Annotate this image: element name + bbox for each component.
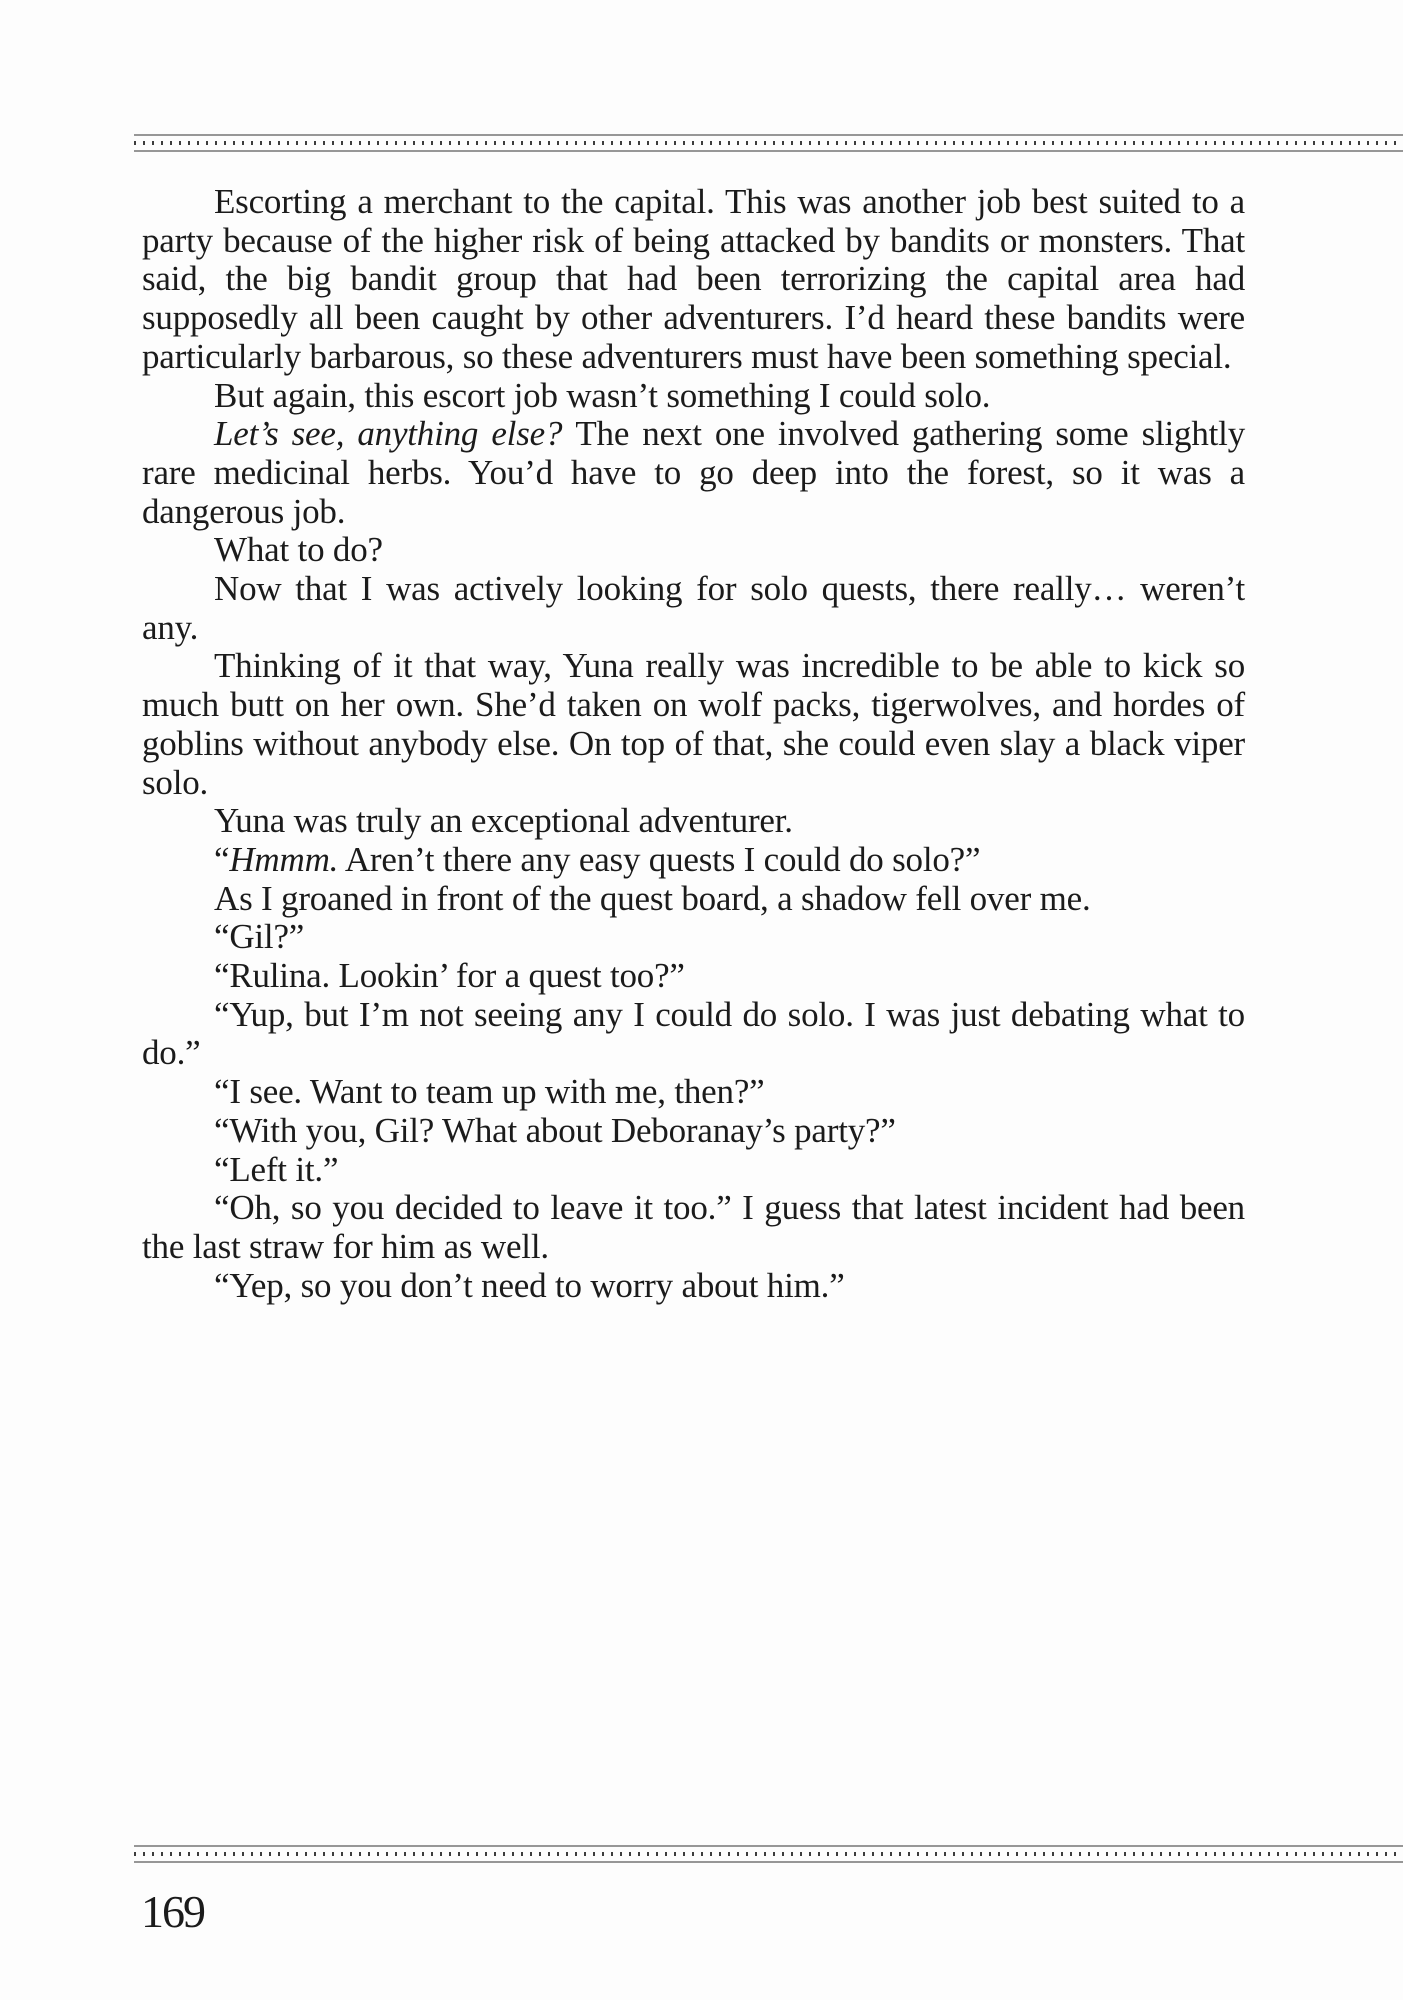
text-segment: “Yep, so you don’t need to worry about him.” (214, 1265, 845, 1305)
paragraph (142, 377, 1245, 416)
text-segment: “I see. Want to team up with me, then?” (214, 1072, 765, 1112)
paragraph (142, 996, 1245, 1073)
paragraph (142, 1189, 1245, 1266)
text-segment: Escorting a merchant to the capital. This was another job best suited to a party because of the higher risk of being attacked by bandits or monsters. That said, the big bandit group that had been terrorizing the capital area had supposedly all been caught by other adventurers. I’d heard these bandits were particularly barbarous, so these adventurers must have been something special. (142, 182, 1245, 376)
paragraph (142, 570, 1245, 647)
paragraph (142, 802, 1245, 841)
text-segment: The next one involved gathering some slightly rare medicinal herbs. You’d have to go deep into the forest, so it was a dangerous job. (142, 414, 1245, 531)
text-segment: Now that I was actively looking for solo quests, there really… weren’t any. (142, 569, 1245, 647)
text-segment: “Yup, but I’m not seeing any I could do solo. I was just debating what to do.” (142, 994, 1245, 1073)
paragraph (142, 918, 1245, 957)
text-segment: But again, this escort job wasn’t something I could solo. (214, 375, 991, 415)
text-segment: “With you, Gil? What about Deboranay’s party?” (214, 1110, 896, 1150)
paragraph (142, 957, 1245, 996)
paragraph (142, 880, 1245, 919)
paragraph (142, 1151, 1245, 1190)
text-segment: As I groaned in front of the quest board, a shadow fell over me. (214, 878, 1091, 918)
text-segment: Aren’t there any easy quests I could do solo?” (338, 839, 981, 879)
text-segment: “ (214, 839, 230, 879)
text-segment-italic: Hmmm. (229, 839, 339, 879)
paragraph (142, 183, 1245, 377)
paragraph (142, 415, 1245, 531)
paragraph (142, 647, 1245, 802)
text-segment: “Oh, so you decided to leave it too.” I guess that latest incident had been the last straw for him as well. (142, 1188, 1245, 1266)
text-segment: “Gil?” (214, 917, 305, 957)
paragraph (142, 531, 1245, 570)
paragraph (142, 1073, 1245, 1112)
paragraph (142, 841, 1245, 880)
text-segment: “Rulina. Lookin’ for a quest too?” (214, 956, 685, 996)
paragraph (142, 1267, 1245, 1306)
page-number: 169 (141, 1886, 204, 1937)
text-segment: Yuna was truly an exceptional adventurer. (214, 801, 793, 841)
text-column (142, 183, 1245, 1305)
top-border-rule (134, 134, 1403, 152)
text-segment-italic: Let’s see, anything else? (214, 414, 576, 454)
text-segment: “Left it.” (214, 1149, 339, 1189)
paragraph (142, 1112, 1245, 1151)
text-segment: What to do? (214, 530, 383, 570)
bottom-border-rule (134, 1845, 1403, 1863)
text-segment: Thinking of it that way, Yuna really was incredible to be able to kick so much butt on her own. She’d taken on wolf packs, tigerwolves, and hordes of goblins without anybody else. On top of that, she could even slay a black viper solo. (142, 646, 1245, 802)
